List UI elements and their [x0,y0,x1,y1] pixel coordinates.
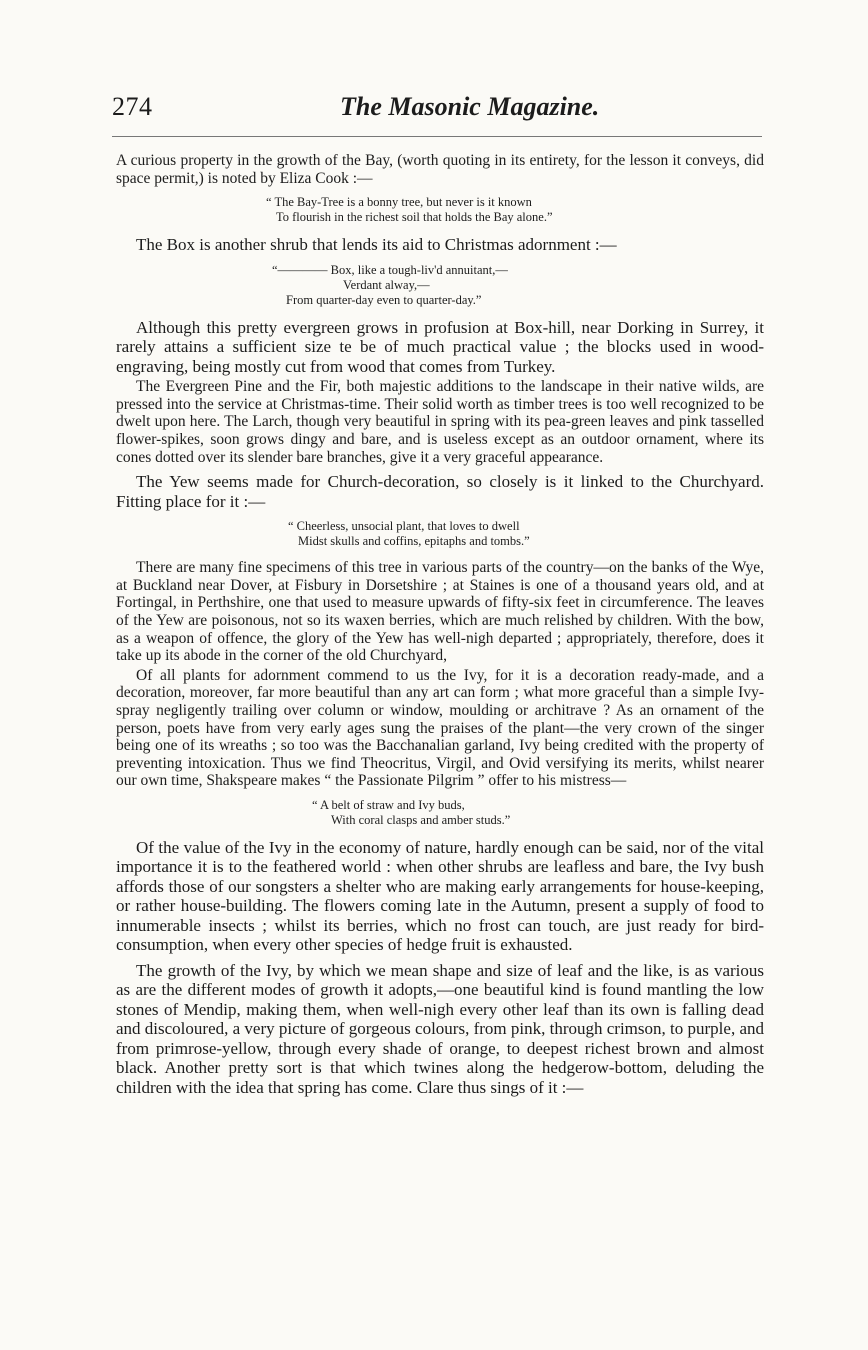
quote-line: Verdant alway,— [343,277,430,292]
quote-line: “ The Bay-Tree is a bonny tree, but never is it known [266,195,532,210]
paragraph-pine-fir: The Evergreen Pine and the Fir, both majestic additions to the landscape in their native wilds, are pressed into the service at Christmas-time. Their solid worth as timber trees is too well recognized to be dwelt upon here. The Larch, though very beautiful in spring with its pea-green leaves and pink tasselled flower-spikes, soon grows dingy and bare, and is useless except as an outdoor ornament, where its cones dotted over its slender bare branches, give it a very graceful appearance. [116,378,764,466]
quote-line: From quarter-day even to quarter-day.” [286,292,482,307]
quote-box [116,263,764,308]
quote-line: Midst skulls and coffins, epitaphs and tombs.” [298,534,530,549]
quote-line: “ A belt of straw and Ivy buds, [312,797,465,812]
article-body [116,152,764,1099]
paragraph-box: The Box is another shrub that lends its aid to Christmas adornment :— [136,235,617,255]
paragraph-ivy-adornment: Of all plants for adornment commend to us the Ivy, for it is a decoration ready-made, and a decoration, moreover, far more beautiful than any art can form ; what more graceful than a simple Ivy-spray negligently trailing over column or window, moulding or architrave ? As an ornament of the person, poets have from very early ages sung the praises of the plant—the very crown of the singer being one of its wreaths ; so too was the Bacchanalian garland, Ivy being credited with the property of preventing intoxication. Thus we find Theocritus, Virgil, and Ovid versifying its merits, whilst nearer our own time, Shakspeare makes “ the Passionate Pilgrim ” offer to his mistress— [116,666,764,790]
header-rule [112,136,762,137]
paragraph-bay: A curious property in the growth of the Bay, (worth quoting in its entirety, for the lesson it conveys, did space permit,) is noted by Eliza Cook :— [116,152,764,187]
paragraph-yew: The Yew seems made for Church-decoration, so closely is it linked to the Churchyard. Fitting place for it :— [116,472,764,511]
quote-eliza-cook [116,195,764,225]
paragraph-ivy-nature: Of the value of the Ivy in the economy of nature, hardly enough can be said, nor of the vital importance it is to the feathered world : when other shrubs are leafless and bare, the Ivy bush affords those of our songsters a shelter who are making early arrangements for house-keeping, or rather house-building. The flowers coming late in the Autumn, present a supply of food to innumerable insects ; whilst its berries, which no frost can touch, are just ready for bird-consumption, when every other species of hedge fruit is exhausted. [116,837,764,955]
quote-line: To flourish in the richest soil that holds the Bay alone.” [276,210,553,225]
paragraph-box-hill: Although this pretty evergreen grows in profusion at Box-hill, near Dorking in Surrey, it rarely attains a sufficient size te be of much practical value ; the blocks used in wood-engraving, being mostly cut from wood that comes from Turkey. [116,317,764,376]
paragraph-ivy-growth: The growth of the Ivy, by which we mean shape and size of leaf and the like, is as various as are the different modes of growth it adopts,—one beautiful kind is found mantling the low stones of Mendip, making them, when well-nigh every other leaf than its own is falling dead and discoloured, a very picture of gorgeous colours, from pink, through crimson, to purple, and from primrose-yellow, through every shade of orange, to deepest richest brown and almost black. Another pretty sort is that which twines along the hedgerow-bottom, deluding the children with the idea that spring has come. Clare thus sings of it :— [116,960,764,1097]
page-number: 274 [112,92,153,121]
quote-yew [116,519,764,549]
quote-passionate-pilgrim [116,798,764,828]
quote-line: “ Cheerless, unsocial plant, that loves to dwell [288,519,520,534]
page-header [112,92,762,126]
running-title: The Masonic Magazine. [340,92,600,121]
quote-line: “———— Box, like a tough-liv'd annuitant,— [272,262,508,277]
paragraph-yew-specimens: There are many fine specimens of this tree in various parts of the country—on the banks of the Wye, at Buckland near Dover, at Fisbury in Dorsetshire ; at Staines is one of a thousand years old, and at Fortingal, in Perthshire, one that used to measure upwards of fifty-six feet in circumference. The leaves of the Yew are poisonous, not so its waxen berries, which are much relished by children. With the bow, as a weapon of offence, the glory of the Yew has well-nigh departed ; appropriately, therefore, does it take up its abode in the corner of the old Churchyard, [116,559,764,665]
quote-line: With coral clasps and amber studs.” [331,812,511,827]
